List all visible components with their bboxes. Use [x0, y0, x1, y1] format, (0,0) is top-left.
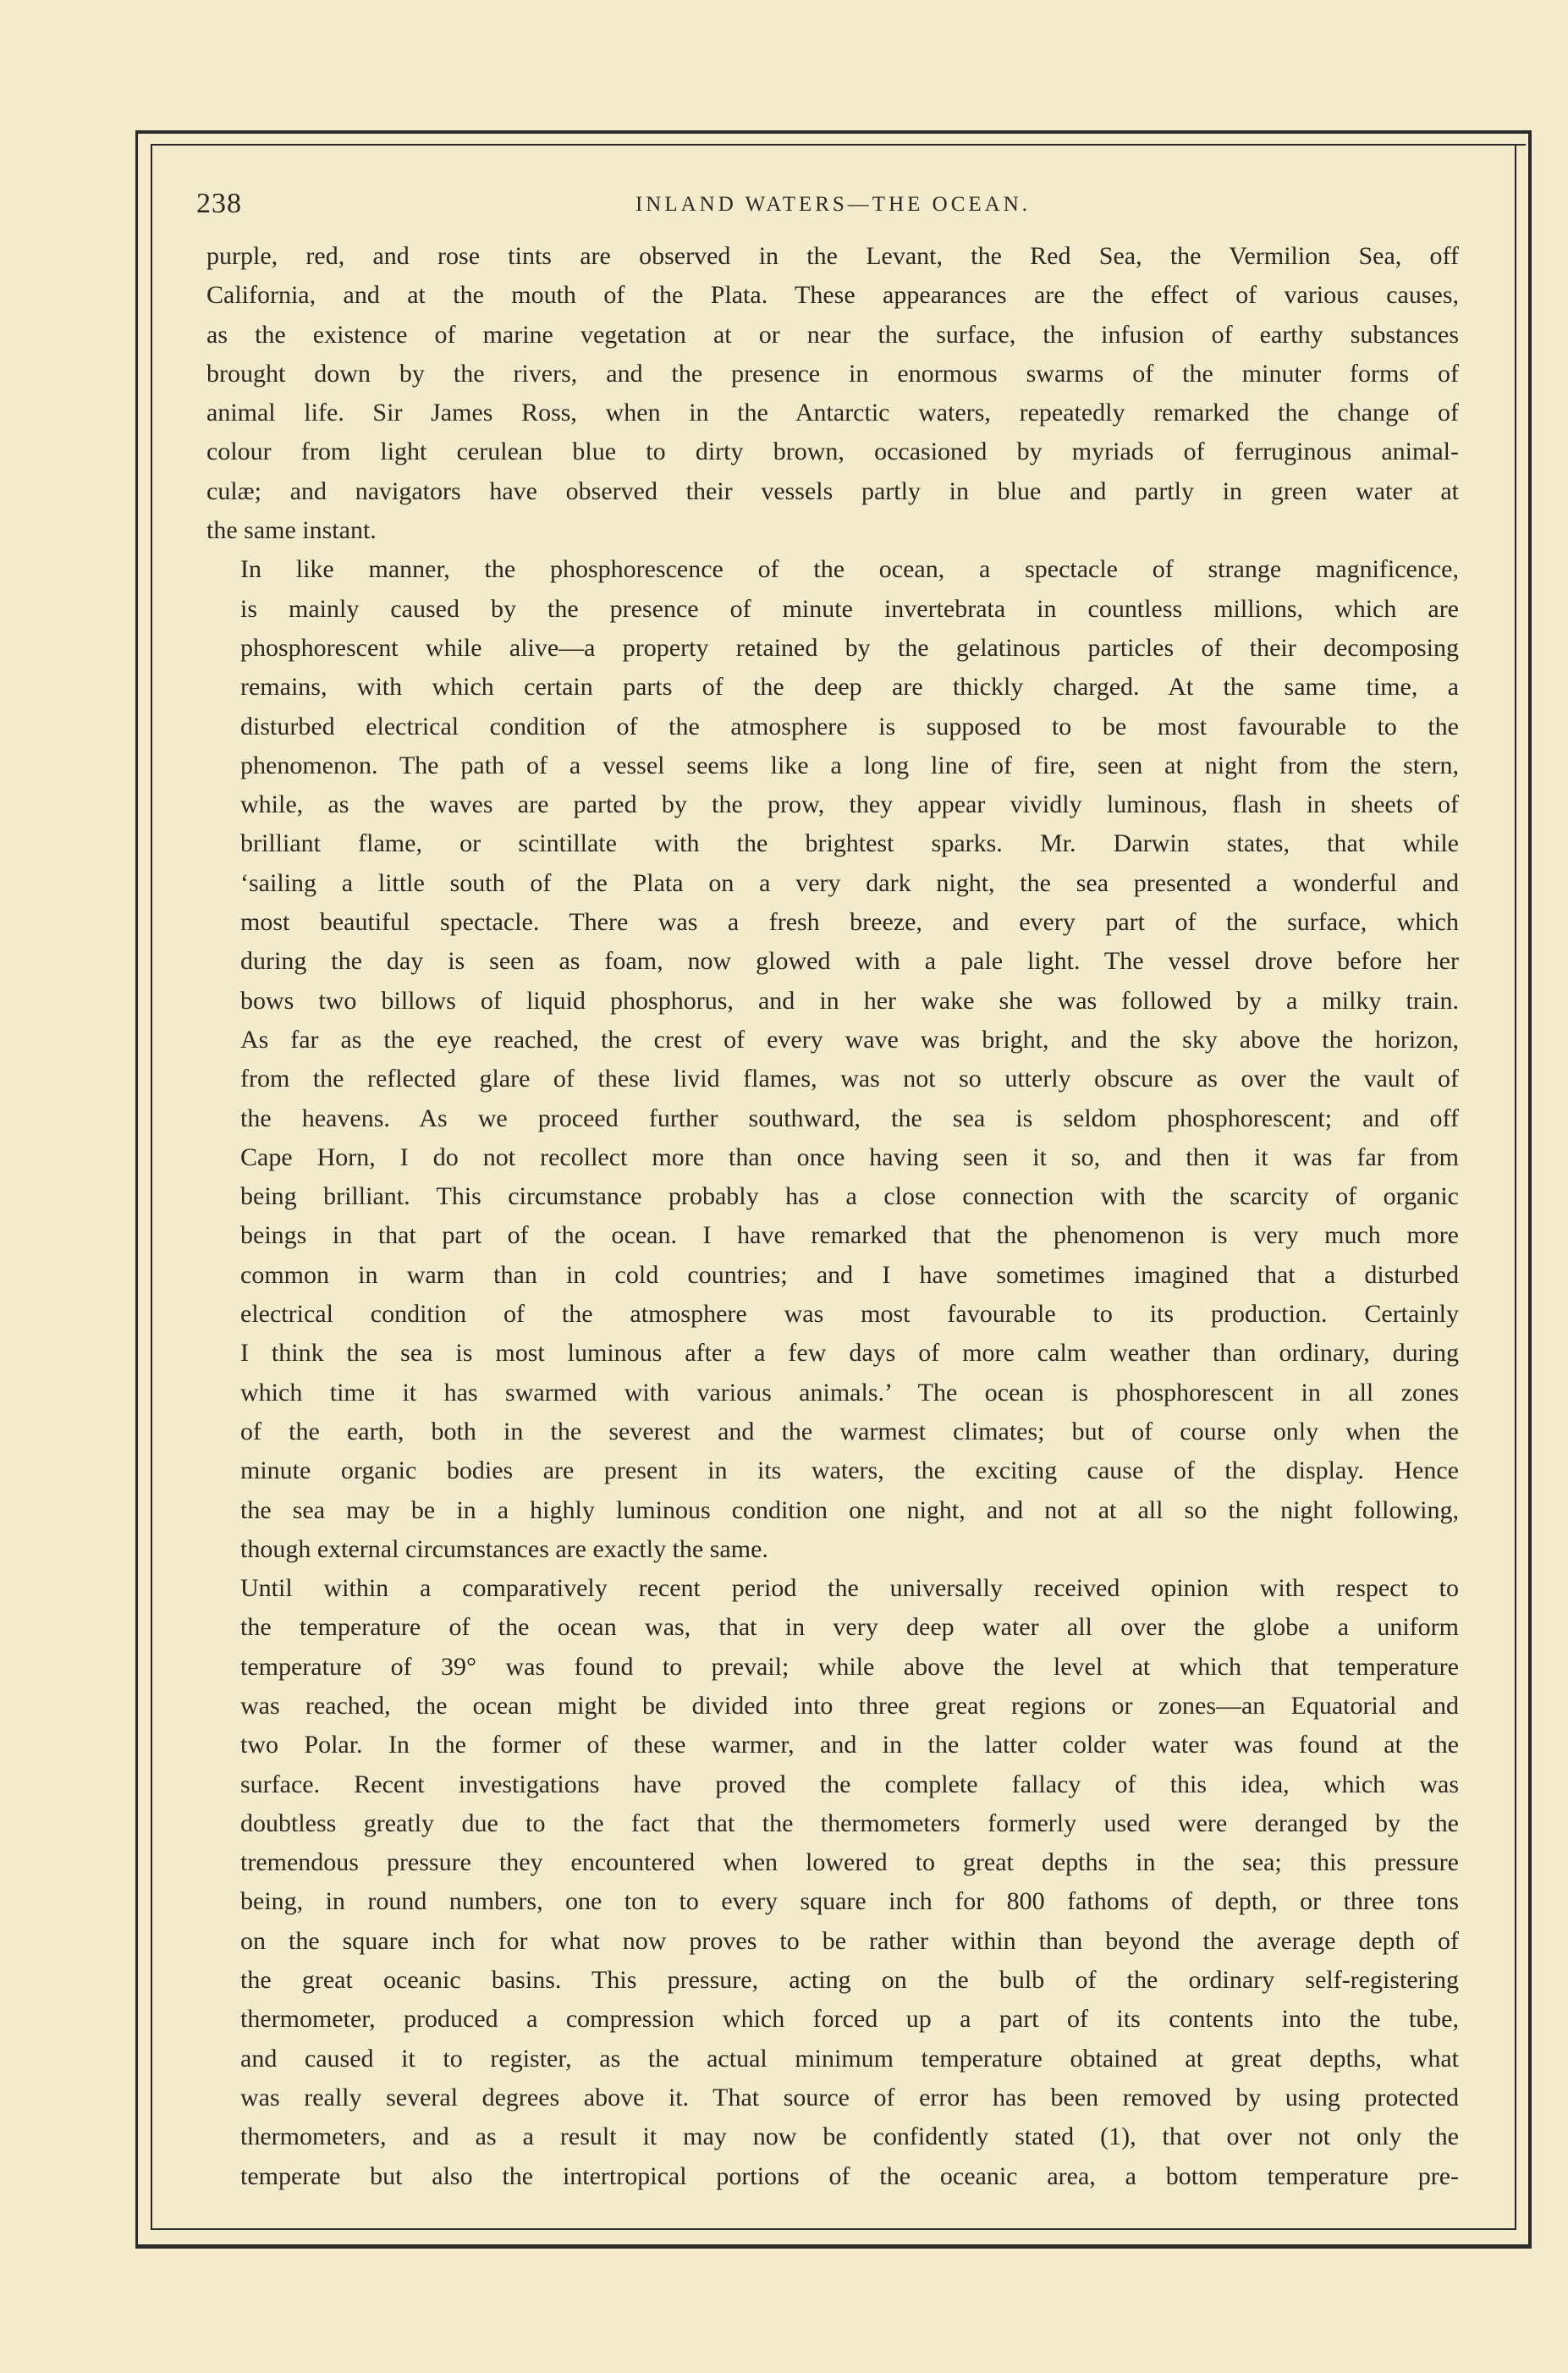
frame-bottom-inner-rule	[151, 2228, 1516, 2230]
text-line: the temperature of the ocean was, that in very deep water all over the globe a uniform	[240, 1613, 1459, 1642]
text-line: common in warm than in cold countries; and I have sometimes imagined that a disturbed	[240, 1260, 1459, 1289]
text-line: being, in round numbers, one ton to every square inch for 800 fathoms of depth, or three tons	[240, 1887, 1459, 1916]
frame-top-outer-rule	[135, 130, 1532, 134]
text-line: brilliant flame, or scintillate with the brightest sparks. Mr. Darwin states, that while	[240, 829, 1459, 858]
frame-left-outer-rule	[135, 130, 138, 2246]
page-header	[196, 188, 1470, 230]
text-line: phenomenon. The path of a vessel seems like a long line of fire, seen at night from the stern,	[240, 751, 1459, 779]
text-line: being brilliant. This circumstance probably has a close connection with the scarcity of organic	[240, 1182, 1459, 1211]
text-line: In like manner, the phosphorescence of the ocean, a spectacle of strange magnificence,	[240, 555, 1459, 584]
text-line: surface. Recent investigations have proved the complete fallacy of this idea, which was	[240, 1770, 1459, 1798]
text-line: two Polar. In the former of these warmer, and in the latter colder water was found at the	[240, 1731, 1459, 1759]
text-line: ‘sailing a little south of the Plata on a very dark night, the sea presented a wonderful and	[240, 868, 1459, 897]
text-line: from the reflected glare of these livid flames, was not so utterly obscure as over the vault of	[240, 1065, 1459, 1093]
text-line: remains, with which certain parts of the deep are thickly charged. At the same time, a	[240, 673, 1459, 702]
text-line: thermometers, and as a result it may now be confidently stated (1), that over not only the	[240, 2122, 1459, 2151]
text-line: colour from light cerulean blue to dirty brown, occasioned by myriads of ferruginous animal-	[206, 438, 1459, 466]
text-line: doubtless greatly due to the fact that the thermometers formerly used were deranged by the	[240, 1809, 1459, 1837]
paragraph	[206, 550, 1459, 1569]
running-head: INLAND WATERS—THE OCEAN.	[635, 193, 1032, 216]
frame-top-inner-rule	[151, 144, 1526, 146]
text-line: while, as the waves are parted by the prow, they appear vividly luminous, flash in sheets of	[240, 790, 1459, 819]
text-line: during the day is seen as foam, now glowed with a pale light. The vessel drove before her	[240, 947, 1459, 976]
text-line: the sea may be in a highly luminous condition one night, and not at all so the night following,	[240, 1495, 1459, 1524]
text-line: temperature of 39° was found to prevail; while above the level at which that temperature	[240, 1652, 1459, 1681]
text-line: on the square inch for what now proves to be rather within than beyond the average depth of	[240, 1926, 1459, 1955]
text-line: animal life. Sir James Ross, when in the Antarctic waters, repeatedly remarked the change of	[206, 399, 1459, 427]
text-line: brought down by the rivers, and the presence in enormous swarms of the minuter forms of	[206, 359, 1459, 388]
text-line: California, and at the mouth of the Plata. These appearances are the effect of various causes,	[206, 281, 1459, 310]
text-line: phosphorescent while alive—a property retained by the gelatinous particles of their decomposing	[240, 633, 1459, 662]
text-line: culæ; and navigators have observed their vessels partly in blue and partly in green water at	[206, 476, 1459, 505]
frame-bottom-outer-rule	[135, 2244, 1532, 2249]
frame-left-inner-rule	[151, 144, 152, 2230]
text-line: the same instant.	[206, 516, 377, 545]
text-line: I think the sea is most luminous after a few days of more calm weather than ordinary, during	[240, 1339, 1459, 1368]
text-line: the great oceanic basins. This pressure, acting on the bulb of the ordinary self-registering	[240, 1966, 1459, 1995]
text-line: disturbed electrical condition of the atmosphere is supposed to be most favourable to the	[240, 712, 1459, 741]
text-line: which time it has swarmed with various animals.’ The ocean is phosphorescent in all zones	[240, 1378, 1459, 1407]
text-line: Until within a comparatively recent period the universally received opinion with respect to	[240, 1574, 1459, 1603]
text-line: though external circumstances are exactly the same.	[240, 1534, 768, 1563]
text-line: and caused it to register, as the actual minimum temperature obtained at great depths, what	[240, 2044, 1459, 2073]
text-line: temperate but also the intertropical portions of the oceanic area, a bottom temperature pre-	[240, 2161, 1459, 2190]
page-number: 238	[196, 188, 242, 219]
paragraph	[206, 1569, 1459, 2196]
text-line: thermometer, produced a compression which forced up a part of its contents into the tube,	[240, 2005, 1459, 2034]
text-line: is mainly caused by the presence of minute invertebrata in countless millions, which are	[240, 594, 1459, 623]
text-line: purple, red, and rose tints are observed in the Levant, the Red Sea, the Vermilion Sea, off	[206, 242, 1459, 270]
text-line: was really several degrees above it. That source of error has been removed by using protected	[240, 2083, 1459, 2111]
frame-right-outer-rule	[1528, 130, 1532, 2246]
text-line: beings in that part of the ocean. I have remarked that the phenomenon is very much more	[240, 1221, 1459, 1250]
body-text	[206, 237, 1459, 2196]
text-line: minute organic bodies are present in its waters, the exciting cause of the display. Hence	[240, 1456, 1459, 1485]
text-line: Cape Horn, I do not recollect more than once having seen it so, and then it was far from	[240, 1142, 1459, 1171]
text-line: the heavens. As we proceed further southward, the sea is seldom phosphorescent; and off	[240, 1104, 1459, 1132]
paragraph	[206, 237, 1459, 550]
frame-right-inner-rule	[1515, 144, 1516, 2230]
text-line: of the earth, both in the severest and the warmest climates; but of course only when the	[240, 1417, 1459, 1445]
text-line: was reached, the ocean might be divided into three great regions or zones—an Equatorial and	[240, 1691, 1459, 1720]
text-line: as the existence of marine vegetation at or near the surface, the infusion of earthy substances	[206, 320, 1459, 349]
text-line: tremendous pressure they encountered when lowered to great depths in the sea; this pressure	[240, 1848, 1459, 1877]
text-line: As far as the eye reached, the crest of every wave was bright, and the sky above the horizon,	[240, 1025, 1459, 1054]
text-line: most beautiful spectacle. There was a fresh breeze, and every part of the surface, which	[240, 908, 1459, 937]
text-line: bows two billows of liquid phosphorus, and in her wake she was followed by a milky train.	[240, 986, 1459, 1015]
text-line: electrical condition of the atmosphere was most favourable to its production. Certainly	[240, 1300, 1459, 1329]
